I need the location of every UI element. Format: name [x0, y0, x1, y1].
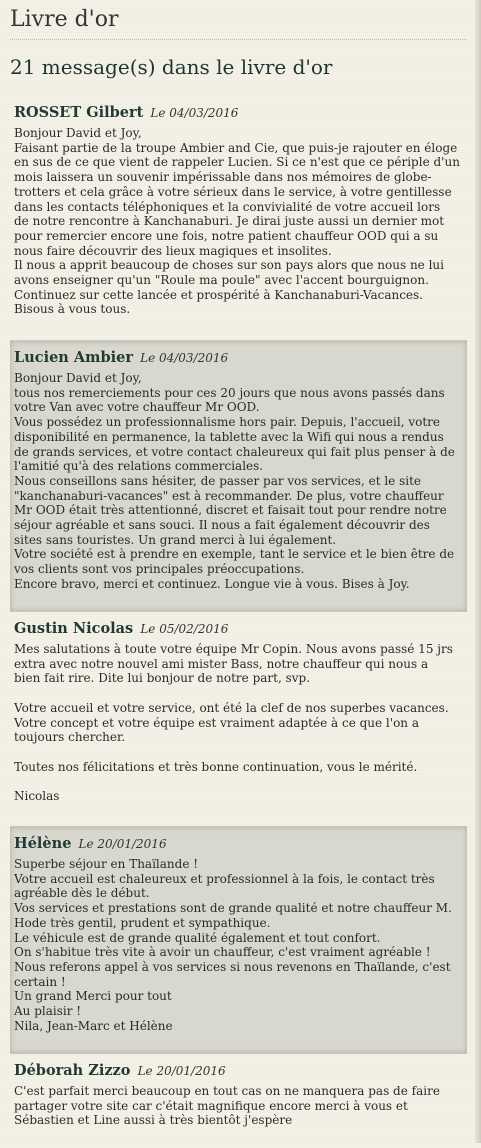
entry-text-line: Nous conseillons sans hésiter, de passer par vos services, et le site	[14, 473, 422, 488]
entry-blank-line	[14, 774, 463, 789]
entry-text-line: certain !	[14, 974, 66, 989]
entry-text-line: de grands services, et votre contact chaleureux qui fait plus penser à de	[14, 444, 455, 459]
entry-body	[14, 1084, 463, 1128]
entry-blank-line	[14, 686, 463, 701]
entry-author: Lucien Ambier	[14, 349, 133, 366]
entry-text-line: sites sans touristes. Un grand merci à lui également.	[14, 532, 337, 547]
entry-text-line: en sus de ce que vient de rappeler Lucien. Si ce n'est que ce périple d'un	[14, 155, 460, 170]
entry-text-line: Le véhicule est de grande qualité également et tout confort.	[14, 930, 381, 945]
entry-text-line: partager votre site car c'était magnifique encore merci à vous et	[14, 1098, 408, 1113]
entry-text-line: Au plaisir !	[14, 1004, 82, 1019]
entry-author: Hélène	[14, 835, 72, 852]
entry-text-line: trotters et cela grâce à votre sérieux dans le service, à votre gentillesse	[14, 184, 452, 199]
entry-text-line: Il nous a apprit beaucoup de choses sur son pays alors que nous ne lui	[14, 258, 444, 273]
entry-header	[14, 347, 463, 367]
entry-text-line: Nila, Jean-Marc et Hélène	[14, 1018, 173, 1033]
entry-body	[14, 126, 463, 317]
entry-date: Le 04/03/2016	[150, 106, 239, 120]
entry-text-line: Bonjour David et Joy,	[14, 126, 142, 140]
page-title: Livre d'or	[10, 0, 467, 40]
entry-header	[14, 618, 463, 638]
entry-date: Le 05/02/2016	[140, 622, 229, 636]
entry-text-line: séjour agréable et sans souci. Il nous a fait également découvrir des	[14, 518, 430, 533]
entry-author: ROSSET Gilbert	[14, 104, 144, 121]
entry-author: Déborah Zizzo	[14, 1062, 131, 1079]
entry-text-line: vos clients sont vos principales préoccupations.	[14, 562, 305, 577]
entry-text-line: bien fait rire. Dite lui bonjour de notre part, svp.	[14, 671, 311, 686]
entry-text-line: Nicolas	[14, 788, 60, 803]
entry-text-line: "kanchanaburi-vacances" est à recommander. De plus, votre chauffeur	[14, 488, 444, 503]
entry-text-line: On s'habitue très vite à avoir un chauffeur, c'est vraiment agréable !	[14, 945, 431, 960]
page-edge	[475, 0, 481, 1143]
message-count: 21 message(s) dans le livre d'or	[10, 55, 333, 79]
entry-text-line: Mr OOD était très attentionné, discret et faisait tout pour rendre notre	[14, 503, 447, 518]
entry-date: Le 20/01/2016	[78, 837, 167, 851]
entry-text-line: Votre accueil et votre service, ont été la clef de nos superbes vacances.	[14, 700, 449, 715]
entry-author: Gustin Nicolas	[14, 620, 134, 637]
entry-text-line: avons enseigner qu'un "Roule ma poule" avec l'accent bourguignon.	[14, 273, 429, 288]
entry-text-line: Vos services et prestations sont de grande qualité et notre chauffeur M.	[14, 901, 452, 916]
entry-body	[14, 371, 463, 592]
entry-text-line: disponibilité en permanence, la tablette avec la Wifi qui nous a rendus	[14, 429, 444, 444]
guestbook-entry	[10, 96, 467, 340]
entry-date: Le 04/03/2016	[140, 351, 229, 365]
guestbook-page	[10, 0, 467, 1148]
entry-text-line: C'est parfait merci beaucoup en tout cas on ne manquera pas de faire	[14, 1084, 440, 1098]
entry-text-line: Sébastien et Line aussi à très bientôt j'espère	[14, 1113, 293, 1128]
guestbook-entry	[10, 340, 467, 612]
entry-text-line: Bisous à vous tous.	[14, 302, 131, 317]
guestbook-entry	[10, 826, 467, 1054]
entry-text-line: Votre société est à prendre en exemple, tant le service et le bien être de	[14, 547, 455, 562]
entry-text-line: Hode très gentil, prudent et sympathique.	[14, 915, 271, 930]
entry-text-line: Votre concept et votre équipe est vraiment adaptée à ce que l'on a	[14, 715, 419, 730]
entry-text-line: Continuez sur cette lancée et prospérité à Kanchanaburi-Vacances.	[14, 287, 423, 302]
entry-text-line: pour remercier encore une fois, notre patient chauffeur OOD qui a su	[14, 228, 439, 243]
entry-text-line: nous faire découvrir des lieux magiques et insolites.	[14, 243, 332, 258]
entry-header	[14, 1060, 463, 1080]
entry-text-line: Votre accueil est chaleureux et professionnel à la fois, le contact très	[14, 871, 435, 886]
entry-text-line: toujours chercher.	[14, 730, 126, 745]
guestbook-entry	[10, 612, 467, 826]
entry-body	[14, 642, 463, 804]
entry-text-line: l'amitié qu'à des relations commerciales.	[14, 459, 264, 474]
entry-text-line: votre Van avec votre chauffeur Mr OOD.	[14, 400, 260, 415]
entry-header	[14, 102, 463, 122]
entry-text-line: agréable dès le début.	[14, 886, 150, 901]
entry-text-line: dans les contacts téléphoniques et la convivialité de votre accueil lors	[14, 199, 441, 214]
guestbook-entry	[10, 1054, 467, 1148]
entry-text-line: Bonjour David et Joy,	[14, 371, 142, 385]
entry-text-line: Mes salutations à toute votre équipe Mr Copin. Nous avons passé 15 jrs	[14, 642, 453, 656]
entry-header	[14, 833, 463, 853]
entry-text-line: Vous possédez un professionnalisme hors pair. Depuis, l'accueil, votre	[14, 415, 440, 430]
entry-text-line: mois laissera un souvenir impérissable dans nos mémoires de globe-	[14, 170, 432, 185]
entry-text-line: extra avec notre nouvel ami mister Bass, notre chauffeur qui nous a	[14, 656, 429, 671]
entry-body	[14, 857, 463, 1033]
entry-text-line: de notre rencontre à Kanchanaburi. Je dirai juste aussi un dernier mot	[14, 214, 445, 229]
entry-text-line: tous nos remerciements pour ces 20 jours que nous avons passés dans	[14, 385, 445, 400]
entry-blank-line	[14, 745, 463, 760]
entry-text-line: Un grand Merci pour tout	[14, 989, 172, 1004]
entry-date: Le 20/01/2016	[137, 1064, 226, 1078]
entry-text-line: Toutes nos félicitations et très bonne continuation, vous le mérité.	[14, 759, 418, 774]
entry-text-line: Superbe séjour en Thaïlande !	[14, 857, 199, 871]
entry-text-line: Faisant partie de la troupe Ambier and Cie, que puis-je rajouter en éloge	[14, 140, 458, 155]
entry-text-line: Encore bravo, merci et continuez. Longue vie à vous. Bises à Joy.	[14, 576, 410, 591]
entry-text-line: Nous referons appel à vos services si nous revenons en Thaïlande, c'est	[14, 959, 451, 974]
